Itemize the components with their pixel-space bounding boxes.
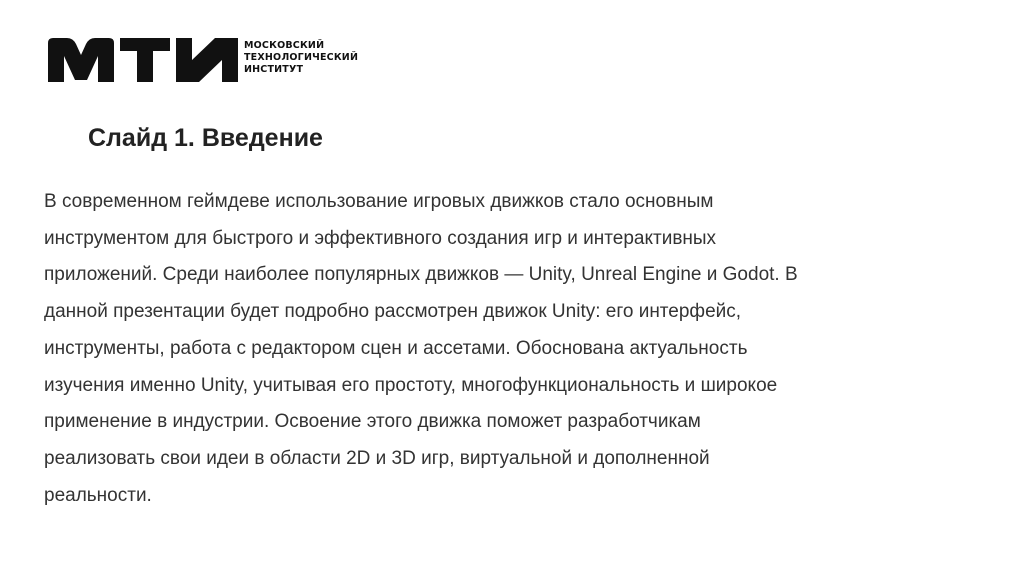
- body-line: приложений. Среди наиболее популярных движков — Unity, Unreal Engine и Godot. В: [44, 264, 798, 286]
- body-line: В современном геймдеве использование игровых движков стало основным: [44, 191, 714, 212]
- body-line: реальности.: [44, 484, 152, 506]
- logo-caption-line-1: МОСКОВСКИЙ: [244, 40, 325, 51]
- logo-caption: [244, 40, 358, 76]
- institute-logo: [48, 38, 358, 82]
- body-line: применение в индустрии. Освоение этого движка поможет разработчикам: [44, 411, 701, 433]
- logo-caption-line-3: ИНСТИТУТ: [244, 64, 304, 75]
- body-line: данной презентации будет подробно рассмотрен движок Unity: его интерфейс,: [44, 301, 742, 323]
- mti-logo-mark: [48, 38, 238, 82]
- body-line: изучения именно Unity, учитывая его простоту, многофункциональность и широкое: [44, 374, 778, 396]
- slide-body-text: [44, 184, 924, 514]
- logo-caption-line-2: ТЕХНОЛОГИЧЕСКИЙ: [244, 52, 359, 63]
- body-line: инструменты, работа с редактором сцен и ассетами. Обоснована актуальность: [44, 337, 748, 359]
- slide-title: Слайд 1. Введение: [88, 124, 323, 152]
- body-line: инструментом для быстрого и эффективного создания игр и интерактивных: [44, 227, 717, 249]
- body-line: реализовать свои идеи в области 2D и 3D игр, виртуальной и дополненной: [44, 447, 710, 469]
